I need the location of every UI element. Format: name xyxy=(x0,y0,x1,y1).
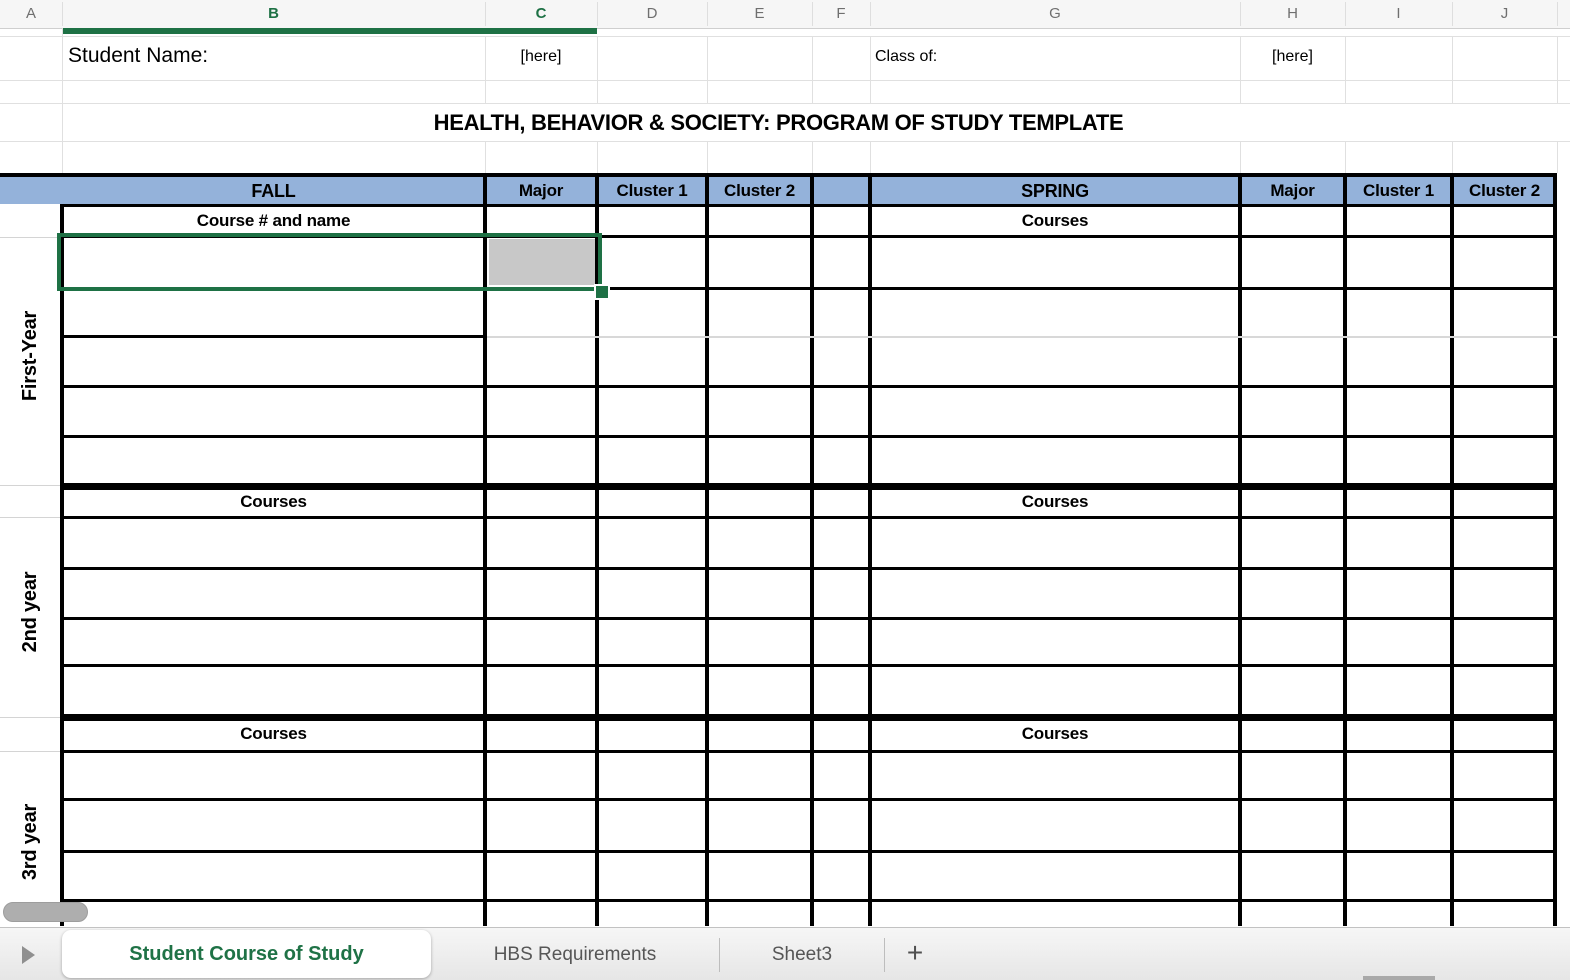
gridline xyxy=(0,80,1570,81)
column-header-divider xyxy=(1240,2,1241,26)
column-header-I[interactable]: I xyxy=(1396,5,1401,22)
class-of-label-cell[interactable]: Class of: xyxy=(875,48,938,65)
spring-header-cell[interactable]: SPRING xyxy=(1021,181,1089,201)
table-border xyxy=(60,385,1557,388)
spring-cluster1-header-cell[interactable]: Cluster 1 xyxy=(1363,181,1434,200)
student-name-label-cell[interactable]: Student Name: xyxy=(68,44,209,67)
selected-columns-underline xyxy=(62,28,597,34)
column-header-C[interactable]: C xyxy=(535,5,547,22)
column-header-divider xyxy=(1345,2,1346,26)
fill-handle[interactable] xyxy=(594,284,610,300)
gridline xyxy=(0,237,60,238)
student-name-value-cell[interactable]: [here] xyxy=(520,48,562,65)
gridline xyxy=(1345,36,1346,103)
table-border xyxy=(60,435,1557,438)
tab-student-course-of-study[interactable]: Student Course of Study xyxy=(62,930,431,978)
table-border xyxy=(60,567,1557,570)
class-of-value-cell[interactable]: [here] xyxy=(1272,48,1313,65)
gridline xyxy=(0,517,60,518)
gridline xyxy=(0,141,1570,142)
gridline xyxy=(812,141,813,173)
column-header-G[interactable]: G xyxy=(1049,5,1061,22)
spring-major-header-cell[interactable]: Major xyxy=(1270,181,1315,200)
gridline xyxy=(485,141,486,173)
gridline xyxy=(1452,141,1453,173)
year3-fall-courses-cell[interactable]: Courses xyxy=(240,724,307,743)
column-header-divider xyxy=(597,2,598,26)
column-header-J[interactable]: J xyxy=(1500,5,1509,22)
column-header-F[interactable]: F xyxy=(836,5,846,22)
gridline xyxy=(0,717,60,718)
sheet-tab-bar xyxy=(0,927,1570,980)
sheet-nav-arrow-icon[interactable] xyxy=(22,946,35,964)
column-header-D[interactable]: D xyxy=(646,5,658,22)
gridline xyxy=(870,36,871,103)
gridline xyxy=(485,36,486,103)
column-header-E[interactable]: E xyxy=(754,5,765,22)
spring-subheader-cell[interactable]: Courses xyxy=(1021,211,1089,230)
gridline xyxy=(870,141,871,173)
table-border xyxy=(60,617,1557,620)
year2-spring-courses-cell[interactable]: Courses xyxy=(1021,492,1089,511)
year2-fall-courses-cell[interactable]: Courses xyxy=(240,492,307,511)
fall-cluster1-header-cell[interactable]: Cluster 1 xyxy=(616,181,688,200)
gridline xyxy=(0,36,1570,37)
gridline xyxy=(1240,36,1241,103)
column-header-B[interactable]: B xyxy=(268,5,279,22)
fall-subheader-cell[interactable]: Course # and name xyxy=(196,211,351,230)
table-section-border xyxy=(60,483,1557,490)
column-header-A[interactable]: A xyxy=(25,5,36,22)
table-border xyxy=(60,899,1557,902)
table-border xyxy=(60,750,1557,753)
column-header-divider xyxy=(62,2,63,26)
table-border xyxy=(60,335,487,338)
gridline xyxy=(487,336,1557,338)
fall-major-header-cell[interactable]: Major xyxy=(518,181,564,200)
year-label-first-year[interactable]: First-Year xyxy=(19,310,41,402)
year3-spring-courses-cell[interactable]: Courses xyxy=(1021,724,1089,743)
spring-cluster2-header-cell[interactable]: Cluster 2 xyxy=(1469,181,1540,200)
column-header-divider xyxy=(1557,2,1558,26)
scrollbar-corner-piece[interactable] xyxy=(1363,976,1435,980)
tab-sheet3[interactable]: Sheet3 xyxy=(771,944,833,965)
selection-range[interactable] xyxy=(57,233,602,291)
column-header-divider xyxy=(707,2,708,26)
gridline xyxy=(1452,36,1453,103)
gridline xyxy=(1557,141,1558,173)
gridline xyxy=(1345,141,1346,173)
add-sheet-button[interactable]: + xyxy=(906,937,924,968)
gridline xyxy=(812,36,813,103)
gridline xyxy=(0,103,1570,104)
page-title[interactable]: HEALTH, BEHAVIOR & SOCIETY: PROGRAM OF STUDY TEMPLATE xyxy=(433,110,1124,135)
column-header-divider xyxy=(485,2,486,26)
gridline xyxy=(62,28,63,173)
column-header-divider xyxy=(870,2,871,26)
gridline xyxy=(597,36,598,103)
column-header-divider xyxy=(812,2,813,26)
fall-cluster2-header-cell[interactable]: Cluster 2 xyxy=(724,181,795,200)
column-header-H[interactable]: H xyxy=(1287,5,1298,22)
gridline xyxy=(0,485,60,486)
gridline xyxy=(1557,36,1558,103)
gridline xyxy=(0,751,60,752)
column-header-row xyxy=(0,0,1570,29)
table-border xyxy=(60,798,1557,801)
gridline xyxy=(707,141,708,173)
gridline xyxy=(597,141,598,173)
table-border xyxy=(60,516,1557,519)
table-border xyxy=(60,664,1557,667)
gridline xyxy=(1240,141,1241,173)
column-header-divider xyxy=(1452,2,1453,26)
fall-header-cell[interactable]: FALL xyxy=(251,181,296,201)
table-border xyxy=(60,204,64,926)
year-label-3rd-year[interactable]: 3rd year xyxy=(19,803,41,881)
horizontal-scrollbar-thumb[interactable] xyxy=(3,902,88,922)
tab-hbs-requirements[interactable]: HBS Requirements xyxy=(493,944,657,965)
year-label-2nd-year[interactable]: 2nd year xyxy=(19,571,41,653)
gridline xyxy=(707,36,708,103)
table-section-border xyxy=(60,714,1557,721)
table-border xyxy=(60,850,1557,853)
table-border xyxy=(60,204,1557,207)
